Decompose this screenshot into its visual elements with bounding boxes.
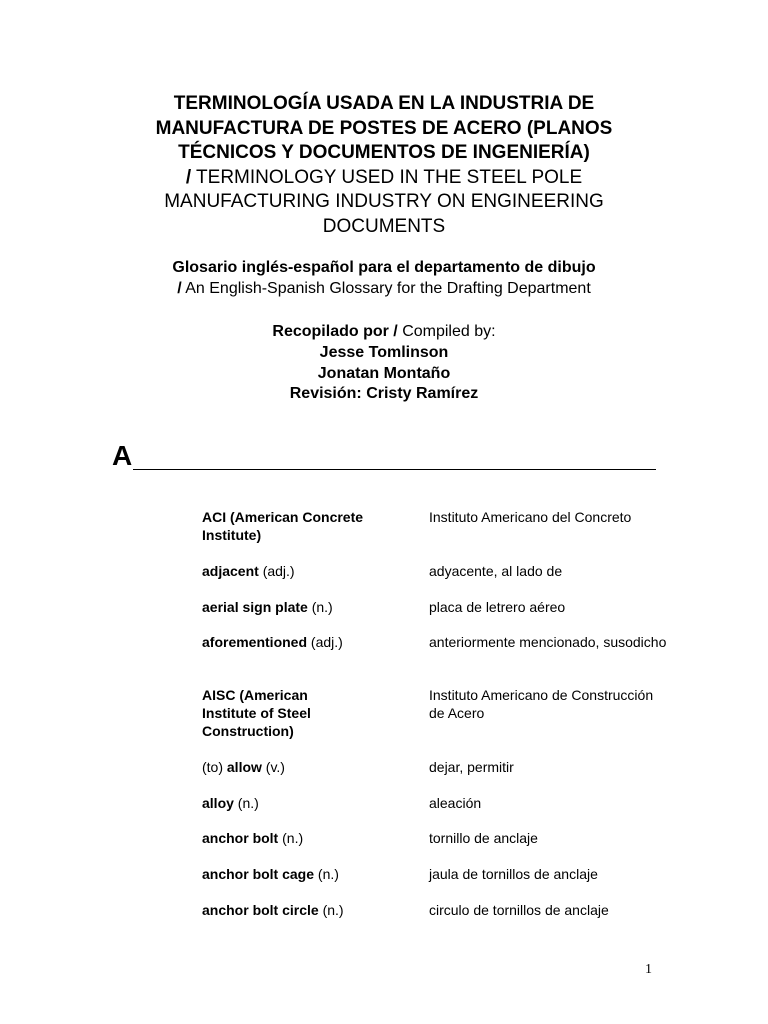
entry-term: anchor bolt cage (n.) [202, 866, 339, 882]
subtitle-en: An English-Spanish Glossary for the Drafting Department [181, 279, 591, 297]
entry-term: alloy (n.) [202, 795, 259, 811]
compiled-by-es: Recopilado por / [272, 323, 398, 340]
subtitle-es: Glosario inglés-español para el departamento de dibujo [172, 259, 596, 276]
entry-term: adjacent (adj.) [202, 563, 295, 579]
entry-term: aforementioned (adj.) [202, 634, 343, 650]
entry-translation: dejar, permitir [429, 759, 514, 775]
title-en-line-3: DOCUMENTS [322, 215, 446, 237]
section-letter: A [112, 440, 133, 471]
entry-translation: anteriormente mencionado, susodicho [429, 634, 667, 650]
title-es-line-3: TÉCNICOS Y DOCUMENTOS DE INGENIERÍA) [178, 142, 590, 163]
document-title [100, 92, 668, 239]
entry-translation: adyacente, al lado de [429, 563, 563, 579]
entry-term: anchor bolt (n.) [202, 830, 304, 846]
title-slash: / [185, 166, 192, 188]
title-es-line-2: MANUFACTURA DE POSTES DE ACERO (PLANOS [155, 117, 613, 139]
credits [100, 322, 668, 405]
subtitle-slash: / [177, 279, 182, 297]
entry-translation: placa de letrero aéreo [429, 599, 566, 615]
entry-translation: aleación [429, 795, 482, 811]
author-1: Jesse Tomlinson [319, 343, 449, 361]
entry-translation: Instituto Americano del Concreto [429, 509, 632, 525]
title-es-line-1: TERMINOLOGÍA USADA EN LA INDUSTRIA DE [173, 93, 595, 114]
entry-translation: circulo de tornillos de anclaje [429, 902, 609, 918]
entry-translation: tornillo de anclaje [429, 830, 538, 846]
entry-translation: Instituto Americano de Construcción de Acero [429, 687, 654, 721]
entry-term: ACI (American Concrete Institute) [202, 509, 364, 543]
author-2: Jonatan Montaño [317, 364, 451, 382]
entry-term: anchor bolt circle (n.) [202, 902, 344, 918]
title-en-line-1 [100, 166, 668, 191]
title-en-text-1: TERMINOLOGY USED IN THE STEEL POLE [191, 166, 583, 188]
section-divider [133, 469, 656, 470]
document-subtitle [100, 258, 668, 299]
title-en-line-2: MANUFACTURING INDUSTRY ON ENGINEERING [164, 191, 604, 212]
entry-term: aerial sign plate (n.) [202, 599, 333, 615]
page-number: 1 [645, 962, 652, 977]
revision: Revisión: Cristy Ramírez [289, 385, 479, 403]
entry-term: AISC (American Institute of Steel Construction) [202, 687, 311, 739]
compiled-by-en: Compiled by: [397, 323, 496, 340]
entry-term: (to) allow (v.) [202, 759, 285, 775]
entry-translation: jaula de tornillos de anclaje [429, 866, 598, 882]
